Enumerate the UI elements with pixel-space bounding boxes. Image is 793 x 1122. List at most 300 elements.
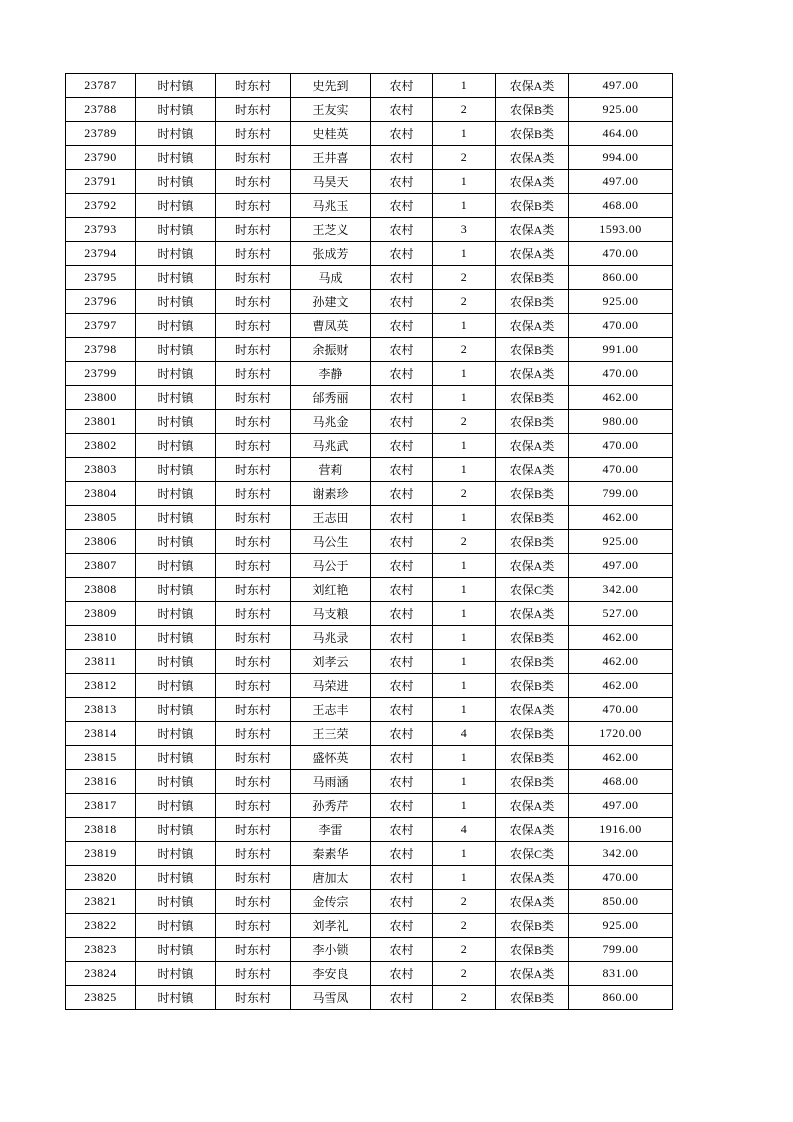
table-cell-name: 史先到	[291, 74, 371, 98]
table-cell-amount: 470.00	[569, 458, 673, 482]
table-cell-count: 1	[433, 554, 496, 578]
table-cell-type: 农村	[371, 194, 433, 218]
table-row	[66, 938, 673, 962]
table-cell-id: 23818	[66, 818, 136, 842]
table-cell-name: 金传宗	[291, 890, 371, 914]
table-cell-category: 农保B类	[496, 194, 569, 218]
table-row	[66, 98, 673, 122]
table-row	[66, 818, 673, 842]
table-cell-count: 1	[433, 866, 496, 890]
table-row	[66, 218, 673, 242]
table-cell-village: 时东村	[216, 338, 291, 362]
table-cell-village: 时东村	[216, 962, 291, 986]
table-cell-amount: 1916.00	[569, 818, 673, 842]
table-cell-id: 23801	[66, 410, 136, 434]
table-cell-amount: 470.00	[569, 362, 673, 386]
table-cell-town: 时村镇	[136, 866, 216, 890]
table-cell-name: 马雪凤	[291, 986, 371, 1010]
table-cell-type: 农村	[371, 986, 433, 1010]
table-row	[66, 506, 673, 530]
table-cell-type: 农村	[371, 914, 433, 938]
table-cell-type: 农村	[371, 434, 433, 458]
table-cell-name: 曹凤英	[291, 314, 371, 338]
table-cell-amount: 462.00	[569, 674, 673, 698]
table-row	[66, 650, 673, 674]
table-cell-category: 农保A类	[496, 698, 569, 722]
table-cell-name: 马昊天	[291, 170, 371, 194]
table-cell-type: 农村	[371, 674, 433, 698]
table-cell-village: 时东村	[216, 842, 291, 866]
table-cell-amount: 470.00	[569, 242, 673, 266]
table-cell-count: 1	[433, 74, 496, 98]
table-cell-id: 23810	[66, 626, 136, 650]
table-cell-id: 23791	[66, 170, 136, 194]
table-cell-town: 时村镇	[136, 818, 216, 842]
table-cell-village: 时东村	[216, 362, 291, 386]
table-cell-id: 23817	[66, 794, 136, 818]
table-cell-name: 李安良	[291, 962, 371, 986]
table-cell-count: 2	[433, 890, 496, 914]
table-cell-count: 1	[433, 794, 496, 818]
table-cell-type: 农村	[371, 938, 433, 962]
table-row	[66, 530, 673, 554]
table-cell-town: 时村镇	[136, 434, 216, 458]
table-cell-category: 农保A类	[496, 434, 569, 458]
table-cell-category: 农保A类	[496, 242, 569, 266]
table-cell-village: 时东村	[216, 242, 291, 266]
table-cell-type: 农村	[371, 962, 433, 986]
table-cell-name: 王芝义	[291, 218, 371, 242]
table-cell-id: 23803	[66, 458, 136, 482]
table-cell-count: 2	[433, 938, 496, 962]
table-cell-id: 23812	[66, 674, 136, 698]
table-cell-category: 农保A类	[496, 146, 569, 170]
table-cell-count: 1	[433, 170, 496, 194]
table-cell-id: 23813	[66, 698, 136, 722]
table-cell-name: 秦素华	[291, 842, 371, 866]
table-cell-name: 盛怀英	[291, 746, 371, 770]
table-cell-amount: 464.00	[569, 122, 673, 146]
table-cell-name: 唐加太	[291, 866, 371, 890]
table-cell-type: 农村	[371, 554, 433, 578]
table-cell-name: 马公于	[291, 554, 371, 578]
table-cell-name: 邰秀丽	[291, 386, 371, 410]
table-cell-type: 农村	[371, 170, 433, 194]
table-cell-amount: 462.00	[569, 386, 673, 410]
table-cell-town: 时村镇	[136, 530, 216, 554]
table-cell-village: 时东村	[216, 74, 291, 98]
table-cell-type: 农村	[371, 386, 433, 410]
table-cell-village: 时东村	[216, 482, 291, 506]
table-cell-amount: 994.00	[569, 146, 673, 170]
table-cell-name: 马兆金	[291, 410, 371, 434]
table-cell-category: 农保A类	[496, 170, 569, 194]
table-cell-name: 孙建文	[291, 290, 371, 314]
table-cell-village: 时东村	[216, 530, 291, 554]
table-cell-type: 农村	[371, 722, 433, 746]
table-cell-amount: 527.00	[569, 602, 673, 626]
table-cell-count: 1	[433, 746, 496, 770]
table-cell-type: 农村	[371, 218, 433, 242]
table-cell-id: 23793	[66, 218, 136, 242]
table-cell-name: 营莉	[291, 458, 371, 482]
table-cell-count: 2	[433, 530, 496, 554]
table-cell-town: 时村镇	[136, 266, 216, 290]
table-cell-id: 23800	[66, 386, 136, 410]
table-cell-category: 农保B类	[496, 386, 569, 410]
table-cell-town: 时村镇	[136, 410, 216, 434]
table-cell-name: 马荣进	[291, 674, 371, 698]
table-cell-village: 时东村	[216, 554, 291, 578]
table-cell-category: 农保B类	[496, 914, 569, 938]
table-cell-count: 1	[433, 362, 496, 386]
table-row	[66, 170, 673, 194]
table-cell-count: 1	[433, 122, 496, 146]
table-cell-category: 农保A类	[496, 818, 569, 842]
table-cell-id: 23816	[66, 770, 136, 794]
table-cell-id: 23806	[66, 530, 136, 554]
table-cell-type: 农村	[371, 770, 433, 794]
table-cell-count: 1	[433, 602, 496, 626]
table-cell-town: 时村镇	[136, 578, 216, 602]
table-cell-village: 时东村	[216, 170, 291, 194]
table-cell-village: 时东村	[216, 290, 291, 314]
table-cell-town: 时村镇	[136, 962, 216, 986]
table-cell-id: 23814	[66, 722, 136, 746]
table-cell-category: 农保A类	[496, 794, 569, 818]
table-cell-type: 农村	[371, 602, 433, 626]
table-cell-id: 23794	[66, 242, 136, 266]
table-row	[66, 962, 673, 986]
table-cell-village: 时东村	[216, 578, 291, 602]
table-cell-town: 时村镇	[136, 602, 216, 626]
table-cell-amount: 462.00	[569, 746, 673, 770]
table-cell-name: 李小锁	[291, 938, 371, 962]
table-cell-town: 时村镇	[136, 626, 216, 650]
table-cell-amount: 462.00	[569, 650, 673, 674]
table-cell-count: 2	[433, 98, 496, 122]
table-row	[66, 410, 673, 434]
table-cell-amount: 497.00	[569, 74, 673, 98]
table-cell-amount: 831.00	[569, 962, 673, 986]
table-cell-amount: 497.00	[569, 794, 673, 818]
table-cell-village: 时东村	[216, 938, 291, 962]
table-cell-type: 农村	[371, 458, 433, 482]
table-row	[66, 194, 673, 218]
table-cell-category: 农保B类	[496, 938, 569, 962]
table-cell-name: 刘孝云	[291, 650, 371, 674]
table-cell-type: 农村	[371, 362, 433, 386]
table-cell-town: 时村镇	[136, 938, 216, 962]
table-cell-count: 2	[433, 410, 496, 434]
table-cell-count: 2	[433, 290, 496, 314]
table-row	[66, 338, 673, 362]
table-cell-village: 时东村	[216, 194, 291, 218]
table-row	[66, 986, 673, 1010]
table-cell-type: 农村	[371, 746, 433, 770]
table-cell-category: 农保A类	[496, 362, 569, 386]
table-cell-category: 农保B类	[496, 530, 569, 554]
table-cell-category: 农保B类	[496, 626, 569, 650]
table-cell-id: 23811	[66, 650, 136, 674]
table-cell-id: 23815	[66, 746, 136, 770]
table-cell-town: 时村镇	[136, 674, 216, 698]
table-row	[66, 434, 673, 458]
table-cell-name: 马兆玉	[291, 194, 371, 218]
table-cell-name: 谢素珍	[291, 482, 371, 506]
table-cell-village: 时东村	[216, 458, 291, 482]
table-cell-type: 农村	[371, 698, 433, 722]
table-row	[66, 626, 673, 650]
table-cell-village: 时东村	[216, 122, 291, 146]
table-row	[66, 578, 673, 602]
table-cell-id: 23790	[66, 146, 136, 170]
table-row	[66, 746, 673, 770]
table-row	[66, 842, 673, 866]
table-cell-village: 时东村	[216, 386, 291, 410]
table-cell-town: 时村镇	[136, 242, 216, 266]
table-cell-category: 农保B类	[496, 674, 569, 698]
table-cell-category: 农保B类	[496, 506, 569, 530]
table-row	[66, 290, 673, 314]
table-cell-amount: 860.00	[569, 986, 673, 1010]
table-cell-amount: 925.00	[569, 530, 673, 554]
table-cell-type: 农村	[371, 242, 433, 266]
table-cell-category: 农保B类	[496, 290, 569, 314]
table-cell-count: 1	[433, 698, 496, 722]
table-cell-category: 农保A类	[496, 890, 569, 914]
table-cell-count: 1	[433, 770, 496, 794]
table-cell-amount: 342.00	[569, 578, 673, 602]
table-cell-id: 23797	[66, 314, 136, 338]
table-cell-count: 1	[433, 314, 496, 338]
table-cell-village: 时东村	[216, 146, 291, 170]
table-cell-type: 农村	[371, 506, 433, 530]
table-cell-town: 时村镇	[136, 338, 216, 362]
table-cell-type: 农村	[371, 626, 433, 650]
table-cell-count: 3	[433, 218, 496, 242]
table-cell-id: 23795	[66, 266, 136, 290]
table-cell-category: 农保A类	[496, 602, 569, 626]
table-cell-id: 23808	[66, 578, 136, 602]
table-cell-name: 马成	[291, 266, 371, 290]
table-cell-category: 农保A类	[496, 962, 569, 986]
table-cell-type: 农村	[371, 578, 433, 602]
table-cell-village: 时东村	[216, 914, 291, 938]
table-cell-count: 2	[433, 914, 496, 938]
table-cell-type: 农村	[371, 266, 433, 290]
table-cell-amount: 468.00	[569, 770, 673, 794]
table-cell-name: 李雷	[291, 818, 371, 842]
table-cell-count: 1	[433, 626, 496, 650]
table-cell-town: 时村镇	[136, 146, 216, 170]
table-cell-village: 时东村	[216, 266, 291, 290]
table-cell-category: 农保C类	[496, 842, 569, 866]
table-cell-id: 23821	[66, 890, 136, 914]
table-cell-town: 时村镇	[136, 722, 216, 746]
table-cell-count: 1	[433, 674, 496, 698]
table-cell-amount: 850.00	[569, 890, 673, 914]
table-cell-village: 时东村	[216, 626, 291, 650]
table-cell-count: 2	[433, 962, 496, 986]
benefit-roster-table	[65, 73, 673, 1010]
table-cell-name: 刘红艳	[291, 578, 371, 602]
table-cell-category: 农保B类	[496, 722, 569, 746]
table-cell-amount: 980.00	[569, 410, 673, 434]
table-cell-id: 23798	[66, 338, 136, 362]
table-cell-village: 时东村	[216, 650, 291, 674]
table-cell-amount: 468.00	[569, 194, 673, 218]
table-cell-name: 马支粮	[291, 602, 371, 626]
table-cell-amount: 342.00	[569, 842, 673, 866]
table-cell-village: 时东村	[216, 98, 291, 122]
table-cell-amount: 925.00	[569, 290, 673, 314]
table-cell-name: 王志丰	[291, 698, 371, 722]
table-cell-amount: 991.00	[569, 338, 673, 362]
table-cell-amount: 497.00	[569, 554, 673, 578]
table-cell-village: 时东村	[216, 314, 291, 338]
table-cell-category: 农保B类	[496, 746, 569, 770]
table-cell-count: 2	[433, 338, 496, 362]
table-cell-town: 时村镇	[136, 362, 216, 386]
table-cell-name: 马公生	[291, 530, 371, 554]
table-cell-count: 2	[433, 986, 496, 1010]
table-cell-id: 23799	[66, 362, 136, 386]
table-cell-type: 农村	[371, 314, 433, 338]
table-cell-town: 时村镇	[136, 650, 216, 674]
table-cell-amount: 1720.00	[569, 722, 673, 746]
table-cell-name: 王友实	[291, 98, 371, 122]
table-cell-count: 1	[433, 458, 496, 482]
table-cell-amount: 860.00	[569, 266, 673, 290]
table-row	[66, 266, 673, 290]
table-cell-category: 农保B类	[496, 122, 569, 146]
table-cell-amount: 799.00	[569, 482, 673, 506]
table-row	[66, 866, 673, 890]
table-cell-type: 农村	[371, 842, 433, 866]
table-cell-count: 1	[433, 578, 496, 602]
table-cell-count: 1	[433, 842, 496, 866]
table-cell-town: 时村镇	[136, 986, 216, 1010]
table-cell-village: 时东村	[216, 602, 291, 626]
table-cell-name: 李静	[291, 362, 371, 386]
table-cell-town: 时村镇	[136, 482, 216, 506]
table-cell-type: 农村	[371, 794, 433, 818]
table-cell-village: 时东村	[216, 674, 291, 698]
table-cell-id: 23788	[66, 98, 136, 122]
table-cell-count: 4	[433, 722, 496, 746]
table-cell-id: 23822	[66, 914, 136, 938]
table-row	[66, 914, 673, 938]
table-cell-amount: 470.00	[569, 314, 673, 338]
table-cell-name: 张成芳	[291, 242, 371, 266]
table-cell-village: 时东村	[216, 698, 291, 722]
table-cell-town: 时村镇	[136, 554, 216, 578]
table-cell-category: 农保B类	[496, 338, 569, 362]
table-cell-type: 农村	[371, 338, 433, 362]
table-cell-type: 农村	[371, 98, 433, 122]
table-cell-category: 农保C类	[496, 578, 569, 602]
table-row	[66, 242, 673, 266]
table-body	[66, 74, 673, 1010]
table-cell-count: 1	[433, 242, 496, 266]
table-cell-town: 时村镇	[136, 770, 216, 794]
table-cell-category: 农保B类	[496, 770, 569, 794]
table-cell-town: 时村镇	[136, 218, 216, 242]
table-cell-category: 农保A类	[496, 218, 569, 242]
table-cell-town: 时村镇	[136, 290, 216, 314]
table-row	[66, 698, 673, 722]
table-cell-category: 农保A类	[496, 554, 569, 578]
table-row	[66, 674, 673, 698]
table-cell-town: 时村镇	[136, 914, 216, 938]
table-cell-name: 王三荣	[291, 722, 371, 746]
table-cell-town: 时村镇	[136, 194, 216, 218]
table-cell-type: 农村	[371, 530, 433, 554]
table-cell-id: 23796	[66, 290, 136, 314]
table-cell-type: 农村	[371, 290, 433, 314]
table-row	[66, 362, 673, 386]
table-cell-village: 时东村	[216, 986, 291, 1010]
table-cell-count: 2	[433, 146, 496, 170]
table-cell-town: 时村镇	[136, 746, 216, 770]
table-cell-count: 1	[433, 386, 496, 410]
table-row	[66, 482, 673, 506]
table-cell-id: 23792	[66, 194, 136, 218]
table-cell-town: 时村镇	[136, 506, 216, 530]
table-cell-id: 23805	[66, 506, 136, 530]
table-cell-id: 23809	[66, 602, 136, 626]
table-cell-amount: 462.00	[569, 506, 673, 530]
table-cell-id: 23825	[66, 986, 136, 1010]
table-cell-village: 时东村	[216, 818, 291, 842]
table-cell-type: 农村	[371, 482, 433, 506]
table-cell-category: 农保B类	[496, 650, 569, 674]
table-cell-village: 时东村	[216, 794, 291, 818]
table-cell-count: 1	[433, 650, 496, 674]
table-cell-category: 农保A类	[496, 74, 569, 98]
table-cell-village: 时东村	[216, 506, 291, 530]
table-cell-count: 4	[433, 818, 496, 842]
table-cell-village: 时东村	[216, 722, 291, 746]
table-cell-id: 23802	[66, 434, 136, 458]
table-cell-id: 23820	[66, 866, 136, 890]
table-cell-name: 马兆武	[291, 434, 371, 458]
table-row	[66, 722, 673, 746]
table-cell-amount: 925.00	[569, 914, 673, 938]
table-cell-id: 23787	[66, 74, 136, 98]
table-row	[66, 602, 673, 626]
table-row	[66, 74, 673, 98]
table-cell-id: 23807	[66, 554, 136, 578]
table-cell-amount: 462.00	[569, 626, 673, 650]
table-cell-amount: 925.00	[569, 98, 673, 122]
table-cell-category: 农保A类	[496, 314, 569, 338]
table-cell-type: 农村	[371, 410, 433, 434]
table-cell-village: 时东村	[216, 746, 291, 770]
table-row	[66, 122, 673, 146]
table-cell-type: 农村	[371, 74, 433, 98]
table-cell-type: 农村	[371, 122, 433, 146]
table-cell-type: 农村	[371, 818, 433, 842]
table-row	[66, 386, 673, 410]
table-cell-category: 农保B类	[496, 986, 569, 1010]
table-cell-town: 时村镇	[136, 698, 216, 722]
table-cell-id: 23823	[66, 938, 136, 962]
table-cell-town: 时村镇	[136, 458, 216, 482]
table-cell-category: 农保A类	[496, 866, 569, 890]
table-cell-village: 时东村	[216, 410, 291, 434]
